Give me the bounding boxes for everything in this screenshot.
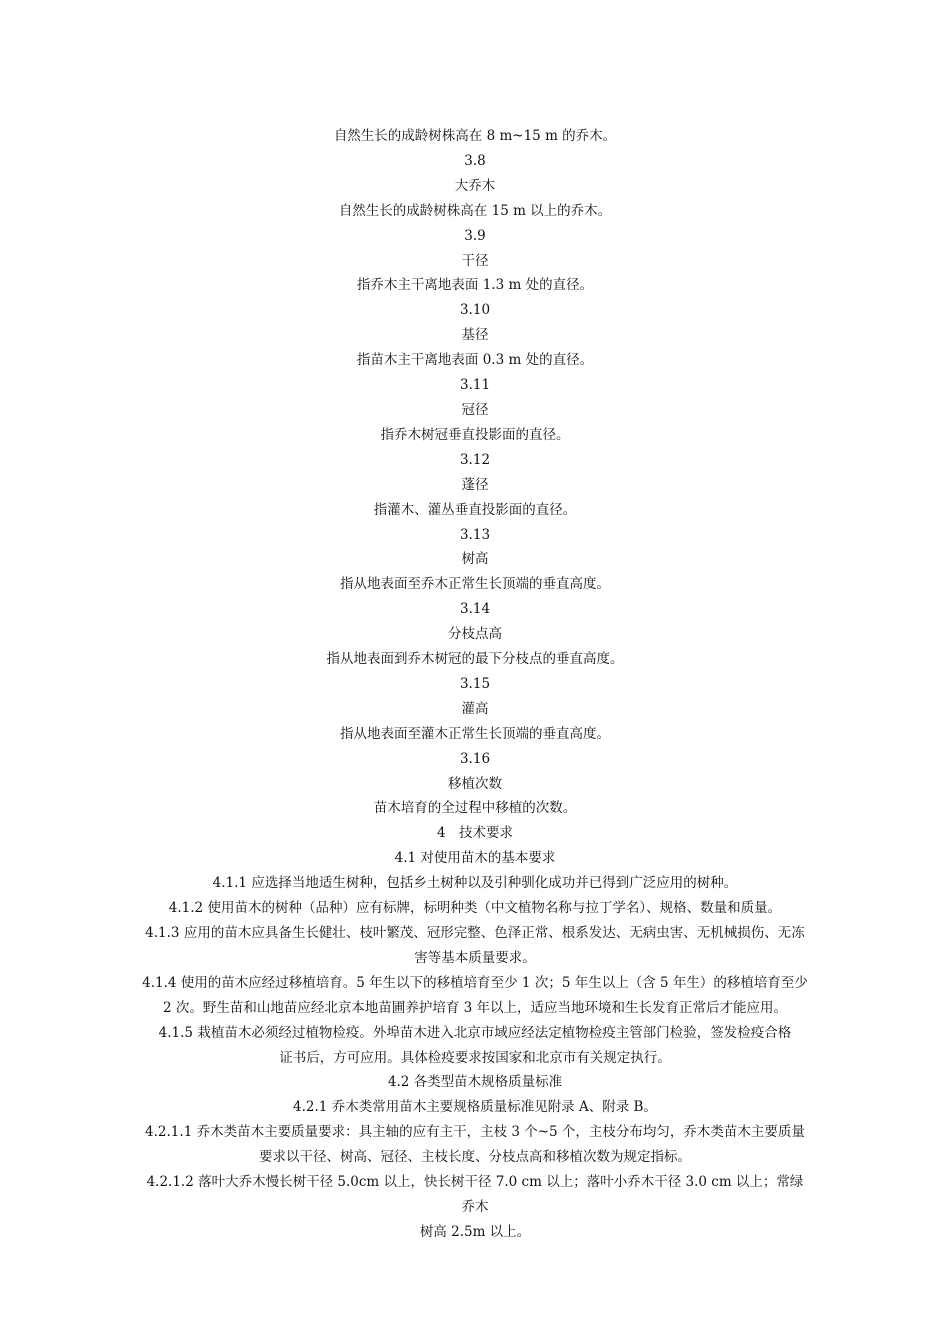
clause-text: 4.1.2 使用苗木的树种（品种）应有标牌，标明种类（中文植物名称与拉丁学名）、规格、数量和质量。	[168, 900, 782, 917]
subsection-heading: 4.1 对使用苗木的基本要求	[394, 850, 556, 867]
clause-text-continued: 2 次。野生苗和山地苗应经北京本地苗圃养护培育 3 年以上，适应当地环境和生长发育正常后才能应用。	[162, 999, 788, 1016]
definition-text: 指乔木树冠垂直投影面的直径。	[380, 426, 570, 443]
term-name: 基径	[461, 327, 489, 344]
term-number: 3.8	[464, 152, 486, 169]
clause-text: 4.1.1 应选择当地适生树种，包括乡土树种以及引种驯化成功并已得到广泛应用的树种。	[212, 875, 738, 892]
definition-text: 指从地表面至乔木正常生长顶端的垂直高度。	[340, 576, 610, 593]
definition-text: 指苗木主干离地表面 0.3 m 处的直径。	[356, 352, 594, 369]
term-name: 干径	[461, 252, 489, 269]
definition-text: 指从地表面到乔木树冠的最下分枝点的垂直高度。	[326, 651, 624, 668]
term-number: 3.10	[459, 302, 491, 319]
term-name: 树高	[461, 551, 489, 568]
term-number: 3.16	[459, 750, 491, 767]
term-name: 大乔木	[454, 177, 496, 194]
term-number: 3.11	[459, 377, 491, 394]
clause-text-continued: 树高 2.5m 以上。	[419, 1223, 531, 1240]
term-number: 3.9	[464, 227, 486, 244]
clause-text-continued: 要求以干径、树高、冠径、主枝长度、分枝点高和移植次数为规定指标。	[259, 1149, 691, 1166]
term-number: 3.14	[459, 601, 491, 618]
document-body	[140, 124, 810, 1245]
definition-text: 自然生长的成龄树株高在 15 m 以上的乔木。	[338, 202, 612, 219]
definition-text: 自然生长的成龄树株高在 8 m~15 m 的乔木。	[333, 128, 617, 144]
clause-text: 4.2.1 乔木类常用苗木主要规格质量标准见附录 A、附录 B。	[293, 1099, 657, 1116]
term-number: 3.12	[459, 451, 491, 468]
clause-text-continued: 证书后，方可应用。具体检疫要求按国家和北京市有关规定执行。	[279, 1049, 671, 1066]
definition-text: 指灌木、灌丛垂直投影面的直径。	[373, 501, 577, 518]
clause-text: 4.2.1.1 乔木类苗木主要质量要求：具主轴的应有主干，主枝 3 个~5 个，主枝分布均匀，乔木类苗木主要质量	[145, 1124, 805, 1141]
term-name: 蓬径	[461, 476, 489, 493]
definition-text: 指从地表面至灌木正常生长顶端的垂直高度。	[340, 725, 610, 742]
clause-text-continued: 害等基本质量要求。	[414, 949, 536, 966]
clause-text: 4.1.5 栽植苗木必须经过植物检疫。外埠苗木进入北京市域应经法定植物检疫主管部门检验，签发检疫合格	[158, 1024, 792, 1041]
term-name: 分枝点高	[448, 626, 502, 643]
term-number: 3.15	[459, 675, 491, 692]
subsection-heading: 4.2 各类型苗木规格质量标准	[387, 1074, 563, 1091]
definition-text: 指乔木主干离地表面 1.3 m 处的直径。	[356, 277, 594, 294]
clause-text: 4.2.1.2 落叶大乔木慢长树干径 5.0cm 以上，快长树干径 7.0 cm 以上；落叶小乔木干径 3.0 cm 以上；常绿乔木	[146, 1174, 804, 1215]
term-name: 移植次数	[448, 775, 502, 792]
clause-text: 4.1.3 应用的苗木应具备生长健壮、枝叶繁茂、冠形完整、色泽正常、根系发达、无病虫害、无机械损伤、无冻	[145, 925, 805, 941]
section-heading: 4 技术要求	[436, 825, 514, 842]
clause-text: 4.1.4 使用的苗木应经过移植培育。5 年生以下的移植培育至少 1 次；5 年生以上（含 5 年生）的移植培育至少	[142, 974, 808, 991]
term-number: 3.13	[459, 526, 491, 543]
definition-text: 苗木培育的全过程中移植的次数。	[373, 800, 577, 817]
term-name: 灌高	[461, 700, 489, 717]
term-name: 冠径	[461, 401, 489, 418]
